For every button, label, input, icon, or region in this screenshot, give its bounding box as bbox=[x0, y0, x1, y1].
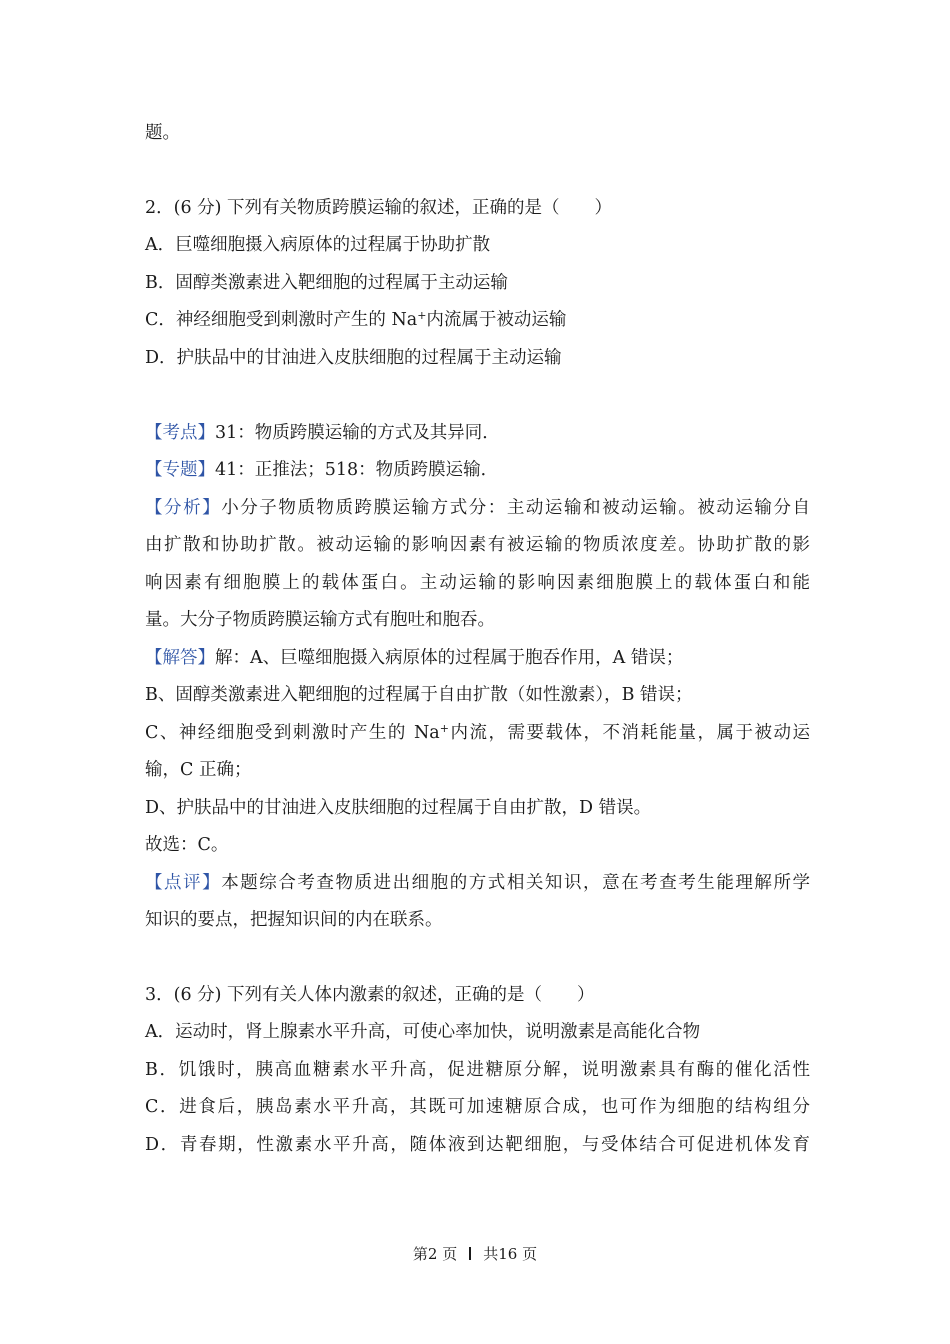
fenxi-line-4: 量。大分子物质跨膜运输方式有胞吐和胞吞。 bbox=[145, 610, 495, 630]
footer-divider bbox=[469, 1247, 471, 1260]
zhuanti-tag: 【专题】 bbox=[145, 460, 215, 480]
question-2-option-b: B．固醇类激素进入靶细胞的过程属于主动运输 bbox=[145, 273, 508, 293]
option-c-text-start: C．神经细胞受到刺激时产生的 Na bbox=[145, 310, 418, 330]
zhuanti-text: 41：正推法；518：物质跨膜运输． bbox=[215, 460, 499, 480]
dianping-text-1: 本题综合考查物质进出细胞的方式相关知识，意在考查考生能理解所学 bbox=[221, 873, 811, 893]
zhuanti-section bbox=[145, 458, 810, 482]
jieda-line-3 bbox=[145, 721, 810, 745]
jieda-line-2: B、固醇类激素进入靶细胞的过程属于自由扩散（如性激素），B 错误； bbox=[145, 685, 693, 705]
kaodian-section bbox=[145, 421, 810, 445]
page-total: 共16 页 bbox=[483, 1245, 538, 1263]
kaodian-tag: 【考点】 bbox=[145, 423, 215, 443]
page-number: 第2 页 bbox=[412, 1245, 458, 1263]
question-3-option-b: B．饥饿时，胰高血糖素水平升高，促进糖原分解，说明激素具有酶的催化活性 bbox=[145, 1060, 810, 1080]
ion-charge-superscript: + bbox=[439, 722, 449, 735]
question-3-stem: 3．(6 分) 下列有关人体内激素的叙述，正确的是（ ） bbox=[145, 985, 595, 1005]
question-3-option-c: C．进食后，胰岛素水平升高，其既可加速糖原合成，也可作为细胞的结构组分 bbox=[145, 1097, 810, 1117]
kaodian-text: 31：物质跨膜运输的方式及其异同． bbox=[215, 423, 500, 443]
jieda-text-3-end: 内流，需要载体，不消耗能量，属于被动运 bbox=[448, 723, 810, 743]
question-2-stem: 2．(6 分) 下列有关物质跨膜运输的叙述，正确的是（ ） bbox=[145, 198, 613, 218]
question-2-option-a: A．巨噬细胞摄入病原体的过程属于协助扩散 bbox=[145, 235, 491, 255]
jieda-tag: 【解答】 bbox=[145, 648, 215, 668]
fenxi-text-1: 小分子物质物质跨膜运输方式分：主动运输和被动运输。被动运输分自 bbox=[221, 498, 811, 518]
dianping-line-2: 知识的要点，把握知识间的内在联系。 bbox=[145, 910, 443, 930]
dianping-line-1 bbox=[145, 871, 810, 895]
fenxi-line-1 bbox=[145, 496, 810, 520]
fenxi-line-3: 响因素有细胞膜上的载体蛋白。主动运输的影响因素细胞膜上的载体蛋白和能 bbox=[145, 573, 810, 593]
previous-question-tail: 题。 bbox=[145, 123, 180, 143]
fenxi-tag: 【分析】 bbox=[145, 498, 222, 518]
option-c-text-end: 内流属于被动运输 bbox=[426, 310, 567, 330]
dianping-tag: 【点评】 bbox=[145, 873, 222, 893]
jieda-line-6: 故选：C。 bbox=[145, 835, 229, 855]
jieda-text-1: 解：A、巨噬细胞摄入病原体的过程属于胞吞作用，A 错误； bbox=[215, 648, 684, 668]
fenxi-line-2: 由扩散和协助扩散。被动运输的影响因素有被运输的物质浓度差。协助扩散的影 bbox=[145, 535, 810, 555]
jieda-text-3-start: C、神经细胞受到刺激时产生的 Na bbox=[145, 723, 440, 743]
page-footer bbox=[0, 1244, 950, 1264]
jieda-line-1 bbox=[145, 646, 810, 670]
question-2-option-d: D．护肤品中的甘油进入皮肤细胞的过程属于主动运输 bbox=[145, 348, 562, 368]
question-3-option-a: A．运动时，肾上腺素水平升高，可使心率加快，说明激素是高能化合物 bbox=[145, 1022, 701, 1042]
jieda-line-5: D、护肤品中的甘油进入皮肤细胞的过程属于自由扩散，D 错误。 bbox=[145, 798, 652, 818]
jieda-line-4: 输，C 正确； bbox=[145, 760, 252, 780]
question-2-option-c bbox=[145, 308, 810, 332]
ion-charge-superscript: + bbox=[417, 309, 427, 322]
question-3-option-d: D．青春期，性激素水平升高，随体液到达靶细胞，与受体结合可促进机体发育 bbox=[145, 1135, 810, 1155]
